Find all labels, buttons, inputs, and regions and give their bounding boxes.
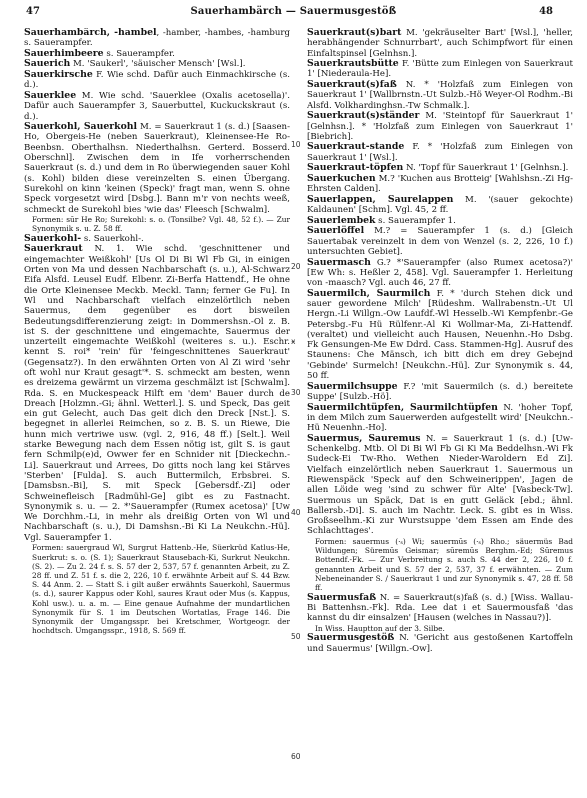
dictionary-entry: Sauerich M. 'Saukerl', 'säuischer Mensch' [Wsl.]. bbox=[24, 58, 246, 70]
line-number: ӿ bbox=[291, 337, 296, 346]
headword: Sauerkrautsbütte bbox=[307, 58, 399, 70]
headword: Sauermus, Sauremus bbox=[307, 432, 421, 444]
headword: Sauerkuchen bbox=[307, 172, 376, 184]
left-column bbox=[24, 28, 290, 793]
headword: Sauerkraut(s)faß bbox=[307, 79, 397, 91]
headword: Sauerlöffel bbox=[307, 225, 365, 237]
line-number: 10 bbox=[291, 140, 301, 149]
dictionary-entry: Sauermilchsuppe F.? 'mit Sauermilch (s. d.) bereitete Suppe' [Sulzb.-Hö]. bbox=[307, 380, 573, 402]
dictionary-entry: Sauermus, Sauremus N. = Sauerkraut 1 (s. d.) [Uw-Schenkelbg. Mtb. Ol Di Bi Wl Fb Gi Ki Ma Beddelhsn.-Wi Fk Sudeck-Ei Tw-Rho. Wethen Nieder-Waroldern Ed Zi]. Vielfach einzelörtlich neben Sauerkraut 1. Sauermous un Riewenspäck 'Speck auf den Schweinerippen', Jagen de allen Löide weg 'sind zu schwer für Alte' [Vasbeck-Tw]. Suermous un Späck, Dat is en gutt Geläck [ebd.; ähnl. Ballersb.-Di]. S. auch im Nachtr. Leck. S. gibt es in Wiss. Großseelhm.-Ki zur Wurstsuppe 'dem Essen am Ende des Schlachttages'. bbox=[307, 432, 573, 537]
running-header bbox=[0, 6, 587, 22]
line-number: 30 bbox=[291, 388, 301, 397]
headword: Sauerkraut-stande bbox=[307, 141, 405, 153]
headword: Sauermusgestöß bbox=[307, 632, 395, 644]
headword: Sauermilch, Saurmilch bbox=[307, 287, 431, 299]
headword: Sauermasch bbox=[307, 256, 371, 268]
headword: Sauerkraut(s)bart bbox=[307, 28, 402, 38]
page-number-left: 47 bbox=[26, 6, 40, 17]
forms-note: Formen: sūr He Ro; Surekohl: s. o. (Tonsilbe? Vgl. 48, 52 f.). — Zur Synonymik s. u. Z. 58 ff. bbox=[32, 215, 290, 234]
headword: Sauermusfaß bbox=[307, 591, 377, 603]
dictionary-entry: Sauermilch, Saurmilch F. * 'durch Stehen dick und sauer gewordene Milch' [Rüdeshm. Wallrabenstn.-Ut Ul Hergn.-Li Willgn.-Ow Laufdf.-Wl Hesselb.-Wi Kempfenbr.-Ge Petersbg.-Fu Hü Rülfenr.-Al Ki Wollmar-Ma, Zi-Hattendf. (veraltet) und vielleicht auch Hausen, Neuenhn.-Ho Dsbg. Fk Gensungen-Me Ew Ddrd. Cass. Stammen-Hg]. Ausruf des Staunens: Che Mänsch, ich bitt dich em drey Gebejnd 'Gebinde' Surmelch! [Neukchn.-Hü]. Zur Synonymik s. 44, 50 ff. bbox=[307, 287, 573, 382]
headword: Sauerkraut(s)ständer bbox=[307, 110, 420, 122]
dictionary-entry: Sauerhimbeere s. Sauerampfer. bbox=[24, 47, 175, 59]
dictionary-entry: Sauermusgestöß N. 'Gericht aus gestoßenen Kartoffeln und Sauermus' [Willgn.-Ow]. bbox=[307, 632, 573, 654]
dictionary-entry: Sauerkraut-stande F. * 'Holzfaß zum Einlegen von Sauerkraut 1' [Wsl.]. bbox=[307, 141, 573, 163]
line-number: 40 bbox=[291, 508, 301, 517]
forms-note: In Wiss. Hauptton auf der 3. Silbe. bbox=[315, 623, 445, 633]
headword: Sauerklee bbox=[24, 89, 77, 101]
line-number: 60 bbox=[291, 752, 301, 761]
page-number-right: 48 bbox=[539, 6, 553, 17]
dictionary-entry: Sauermasch G.? *'Sauerampfer (also Rumex acetosa?)' [Ew Wh: s. Heßler 2, 458]. Vgl. Sauerampfer 1. Herleitung von -maasch? Vgl. auch 46, 27 ff. bbox=[307, 256, 573, 289]
headword: Sauerkohl- bbox=[24, 232, 82, 244]
forms-note: Formen: sauermus (·ₛ) Wi; sauermūs (·ₛ) Rho.; säuermüs Bad Wildungen; Süremūs Geismar; sūremūs Berghm.-Ed; Sūremus Bottendf.-Fk. — Zur Verbreitung s. auch S. 44 der 2, 226, 10 f. genannten Arbeit und S. 57 der 2, 537, 37 f. erwähnten. — Zum Nebeneinander S. / Sauerkraut 1 und zur Synonymik s. 47, 28 ff. 58 ff. bbox=[315, 537, 573, 593]
right-column bbox=[307, 28, 573, 793]
line-number: 50 bbox=[291, 632, 301, 641]
dictionary-entry: Sauerhambärch, -hambel, -hamber, -hambes, -hamburg s. Sauerampfer. bbox=[24, 28, 290, 49]
dictionary-entry: Sauerlembek s. Sauerampfer 1. bbox=[307, 214, 456, 226]
dictionary-entry: Sauerkohl- s. Sauerkohl-. bbox=[24, 232, 144, 244]
running-title: Sauerhambärch — Sauermusgestöß bbox=[190, 6, 397, 17]
dictionary-entry: Sauermusfaß N. = Sauerkraut(s)faß (s. d.) [Wiss. Wallau-Bi Battenhsn.-Fk]. Rda. Lee dat i et Sauermousfaß 'das kannst du dir einsalzen' [Hausen (welches in Nassau?)]. bbox=[307, 591, 573, 624]
dictionary-entry: Sauermilchtüpfen, Saurmilchtüpfen N. 'hoher Topf, in dem Milch zum Sauerwerden aufgestellt wird' [Neukchn.-Hü Neuenhn.-Ho]. bbox=[307, 401, 573, 434]
headword: Sauerkraut-töpfen bbox=[307, 162, 404, 174]
dictionary-entry: Sauerkraut(s)bart M. 'gekräuselter Bart' [Wsl.], 'heller, herabhängender Schnurrbart', auch Schimpfwort für einen Einfaltspinsel [Gelnhsn.]. bbox=[307, 28, 573, 59]
dictionary-entry: Sauerkrautsbütte F. 'Bütte zum Einlegen von Sauerkraut 1' [Niederaula-He]. bbox=[307, 58, 573, 80]
headword: Sauerlappen, Saurelappen bbox=[307, 193, 454, 205]
dictionary-entry: Sauerkraut N. 1. Wie schd. 'geschnittener und eingemachter Weißkohl' [Us Ol Di Bi Wl Fb Gi, in einigen Orten von Ma und dessen Nachbarschaft (s. u.), Al-Schwarz Eifa Alsfd. Leusel Eudf. Elbenr. Zi-Berfa Hattendf., He ohne die Orte Kleinensee Meckb. Meckl. Tann; ferner Ge Fu]. In Wl und Nachbarschaft vielfach einzelörtlich neben Sauermus, dem gegenüber es dort bisweilen Bedeutungsdifferenzierung zeigt: in Dommershsn.-Ol z. B. ist S. der geschnittene und eingemachte, Sauermus der unzerteilt eingemachte Weißkohl (weiteres s. u.). Eschr. kennt S. roi* 'rein' für 'feingeschnittenes Sauerkraut' (Gegensatz?). In den erwähnten Orten von Al Zi wird 'sehr oft wohl nur Kraut gesagt'*. S. schmeckt am besten, wenn es dreizema gewärmt un virzema geschmälzt ist [Schwalm]. Rda. S. en Muckespeack Hilft em 'dem' Bauer durch de Dreach [Holzmn.-Gi; ähnl. Wetterl.]. S. und Speck, Das geit ein gut Gelecht, auch Das geit dich den Dreck [Nst.]. S. begegnet in allerlei Reimchen, so z. B. S. un Riewe, Die hunn mich vertriwe usw. (vgl. 2, 916, 48 ff.) [Selt.]. Weil starke Bewegung nach dem Essen nötig ist, gilt S. is gaut fern Schmilp(e)d, Owwer fer en Schnider nit [Dieckechn.-Li]. Sauerkraut und Arrees, Do gitts noch lang kei Stärves 'Sterben' [Fulda]. S. auch Buttermilch, Erbsbrei. S. [Damsbsn.-Bi], S. mit Speck [Gebersdf.-Zi] oder Schweinefleisch [Radmühl-Ge] gibt es zu Fastnacht. Synonymik s. u. — 2. *'Sauerampfer (Rumex acetosa)' [Uw We Dorchhm.-Li, in mehr als dreißig Orten von Wl und Nachbarschaft (s. u.), Di Damshsn.-Bi Ki La Neukchn.-Hü]. Vgl. Sauerampfer 1. bbox=[24, 243, 290, 543]
dictionary-entry: Sauerklee M. Wie schd. 'Sauerklee (Oxalis acetosella)'. Dafür auch Sauerampfer 3, Sauerbuttel, Kuckuckskraut (s. d.). bbox=[24, 89, 290, 122]
dictionary-entry: Sauerkraut(s)faß N. * 'Holzfaß zum Einlegen von Sauerkraut 1' [Wallbrnstn.-Ut Sulzb.-Hö Weyer-Ol Rodhm.-Bi Alsfd. Volkhardinghsn.-Tw Schmalk.]. bbox=[307, 79, 573, 111]
dictionary-entry: Sauerkraut-töpfen N. 'Topf für Sauerkraut 1' [Gelnhsn.]. bbox=[307, 162, 569, 174]
headword: Sauerkirsche bbox=[24, 69, 93, 81]
headword: Sauerich bbox=[24, 58, 71, 70]
line-number: 20 bbox=[291, 262, 301, 271]
headword: Sauerhambärch, -hambel bbox=[24, 28, 157, 38]
dictionary-entry: Sauerlöffel M.? = Sauerampfer 1 (s. d.) [Gleich Sauertabak vereinzelt in dem von Wenzel (s. 2, 226, 10 f.) untersuchten Gebiet]. bbox=[307, 225, 573, 257]
dictionary-entry: Sauerlappen, Saurelappen M. '(sauer gekochte) Kaldaunen' [Schm]. Vgl. 45, 2 ff. bbox=[307, 193, 573, 216]
dictionary-entry: Sauerkirsche F. Wie schd. Dafür auch Einmachkirsche (s. d.). bbox=[24, 69, 290, 91]
headword: Sauerlembek bbox=[307, 214, 376, 226]
headword: Sauermilchsuppe bbox=[307, 380, 398, 392]
headword: Sauermilchtüpfen, Saurmilchtüpfen bbox=[307, 401, 498, 413]
headword: Sauerkraut bbox=[24, 243, 83, 255]
headword: Sauerhimbeere bbox=[24, 47, 104, 59]
forms-note: Formen: sauergraud Wl, Surgrut Hattenb.-He, Süerkrüd Katlus-He, Suerkrut: s. o. (S. 1); Sauerkraut Stausebach-Ki, Surkrut Neukchn. (S. 2). — Zu 2. 24 f. s. S. 57 der 2, 537, 57 f. genannten Arbeit, zu Z. 28 ff. und Z. 51 f. s. die 2, 226, 10 f. erwähnte Arbeit auf S. 44 Bzw. S. 44 Anm. 2. — Statt S. i gilt außer erwähnts Sauerkohl, Sauermus (s. d.), saurer Kappus oder Kohl, saures Kraut oder Mus (s. Kappus, Kohl usw.). u. a. m. — Eine genaue Aufnahme der mundartlichen Synonymik für S. 1 im Deutschen Wortatlas, Frage 146. Die Synonymik der Umgangsspr. bei Kretschmer, Wortgeogr. der hochdtsch. Umgangsspr., 1918, S. 569 ff. bbox=[32, 543, 290, 636]
headword: Sauerkohl, Sauerkohl bbox=[24, 121, 138, 133]
dictionary-entry: Sauerkohl, Sauerkohl M. = Sauerkraut 1 (s. d.) [Saasen-Ho, Obergeis-He (neben Sauerkraut), Kleinensee-He Ro-Beenbsn. Oberthalhsn. Niederthalhsn. Gerterd. Bosserd. Oberschnl]. Zwischen dem in Ife vorherrschenden Sauerkraut (s. d.) und dem in Ro überwiegenden sauer Kohl (s. Kohl) bilden diese vereinzelten S. einen Übergang. Surekohl on kinn 'keinen (Speck)' fragt man, wenn S. ohne Speck vorgesetzt wird [Dsbg.]. Bann m'r von nechts weeß, schmeckt de Surekohl bies 'wie das' Fleesch [Schwalm]. bbox=[24, 121, 290, 215]
dictionary-entry: Sauerkraut(s)ständer M. 'Steintopf für Sauerkraut 1' [Gelnhsn.]. * 'Holzfaß zum Einlegen von Sauerkraut 1' [Biebrich]. bbox=[307, 110, 573, 142]
dictionary-entry: Sauerkuchen M.? 'Kuchen aus Brotteig' [Wahlshsn.-Zi Hg-Ehrsten Calden]. bbox=[307, 172, 573, 195]
